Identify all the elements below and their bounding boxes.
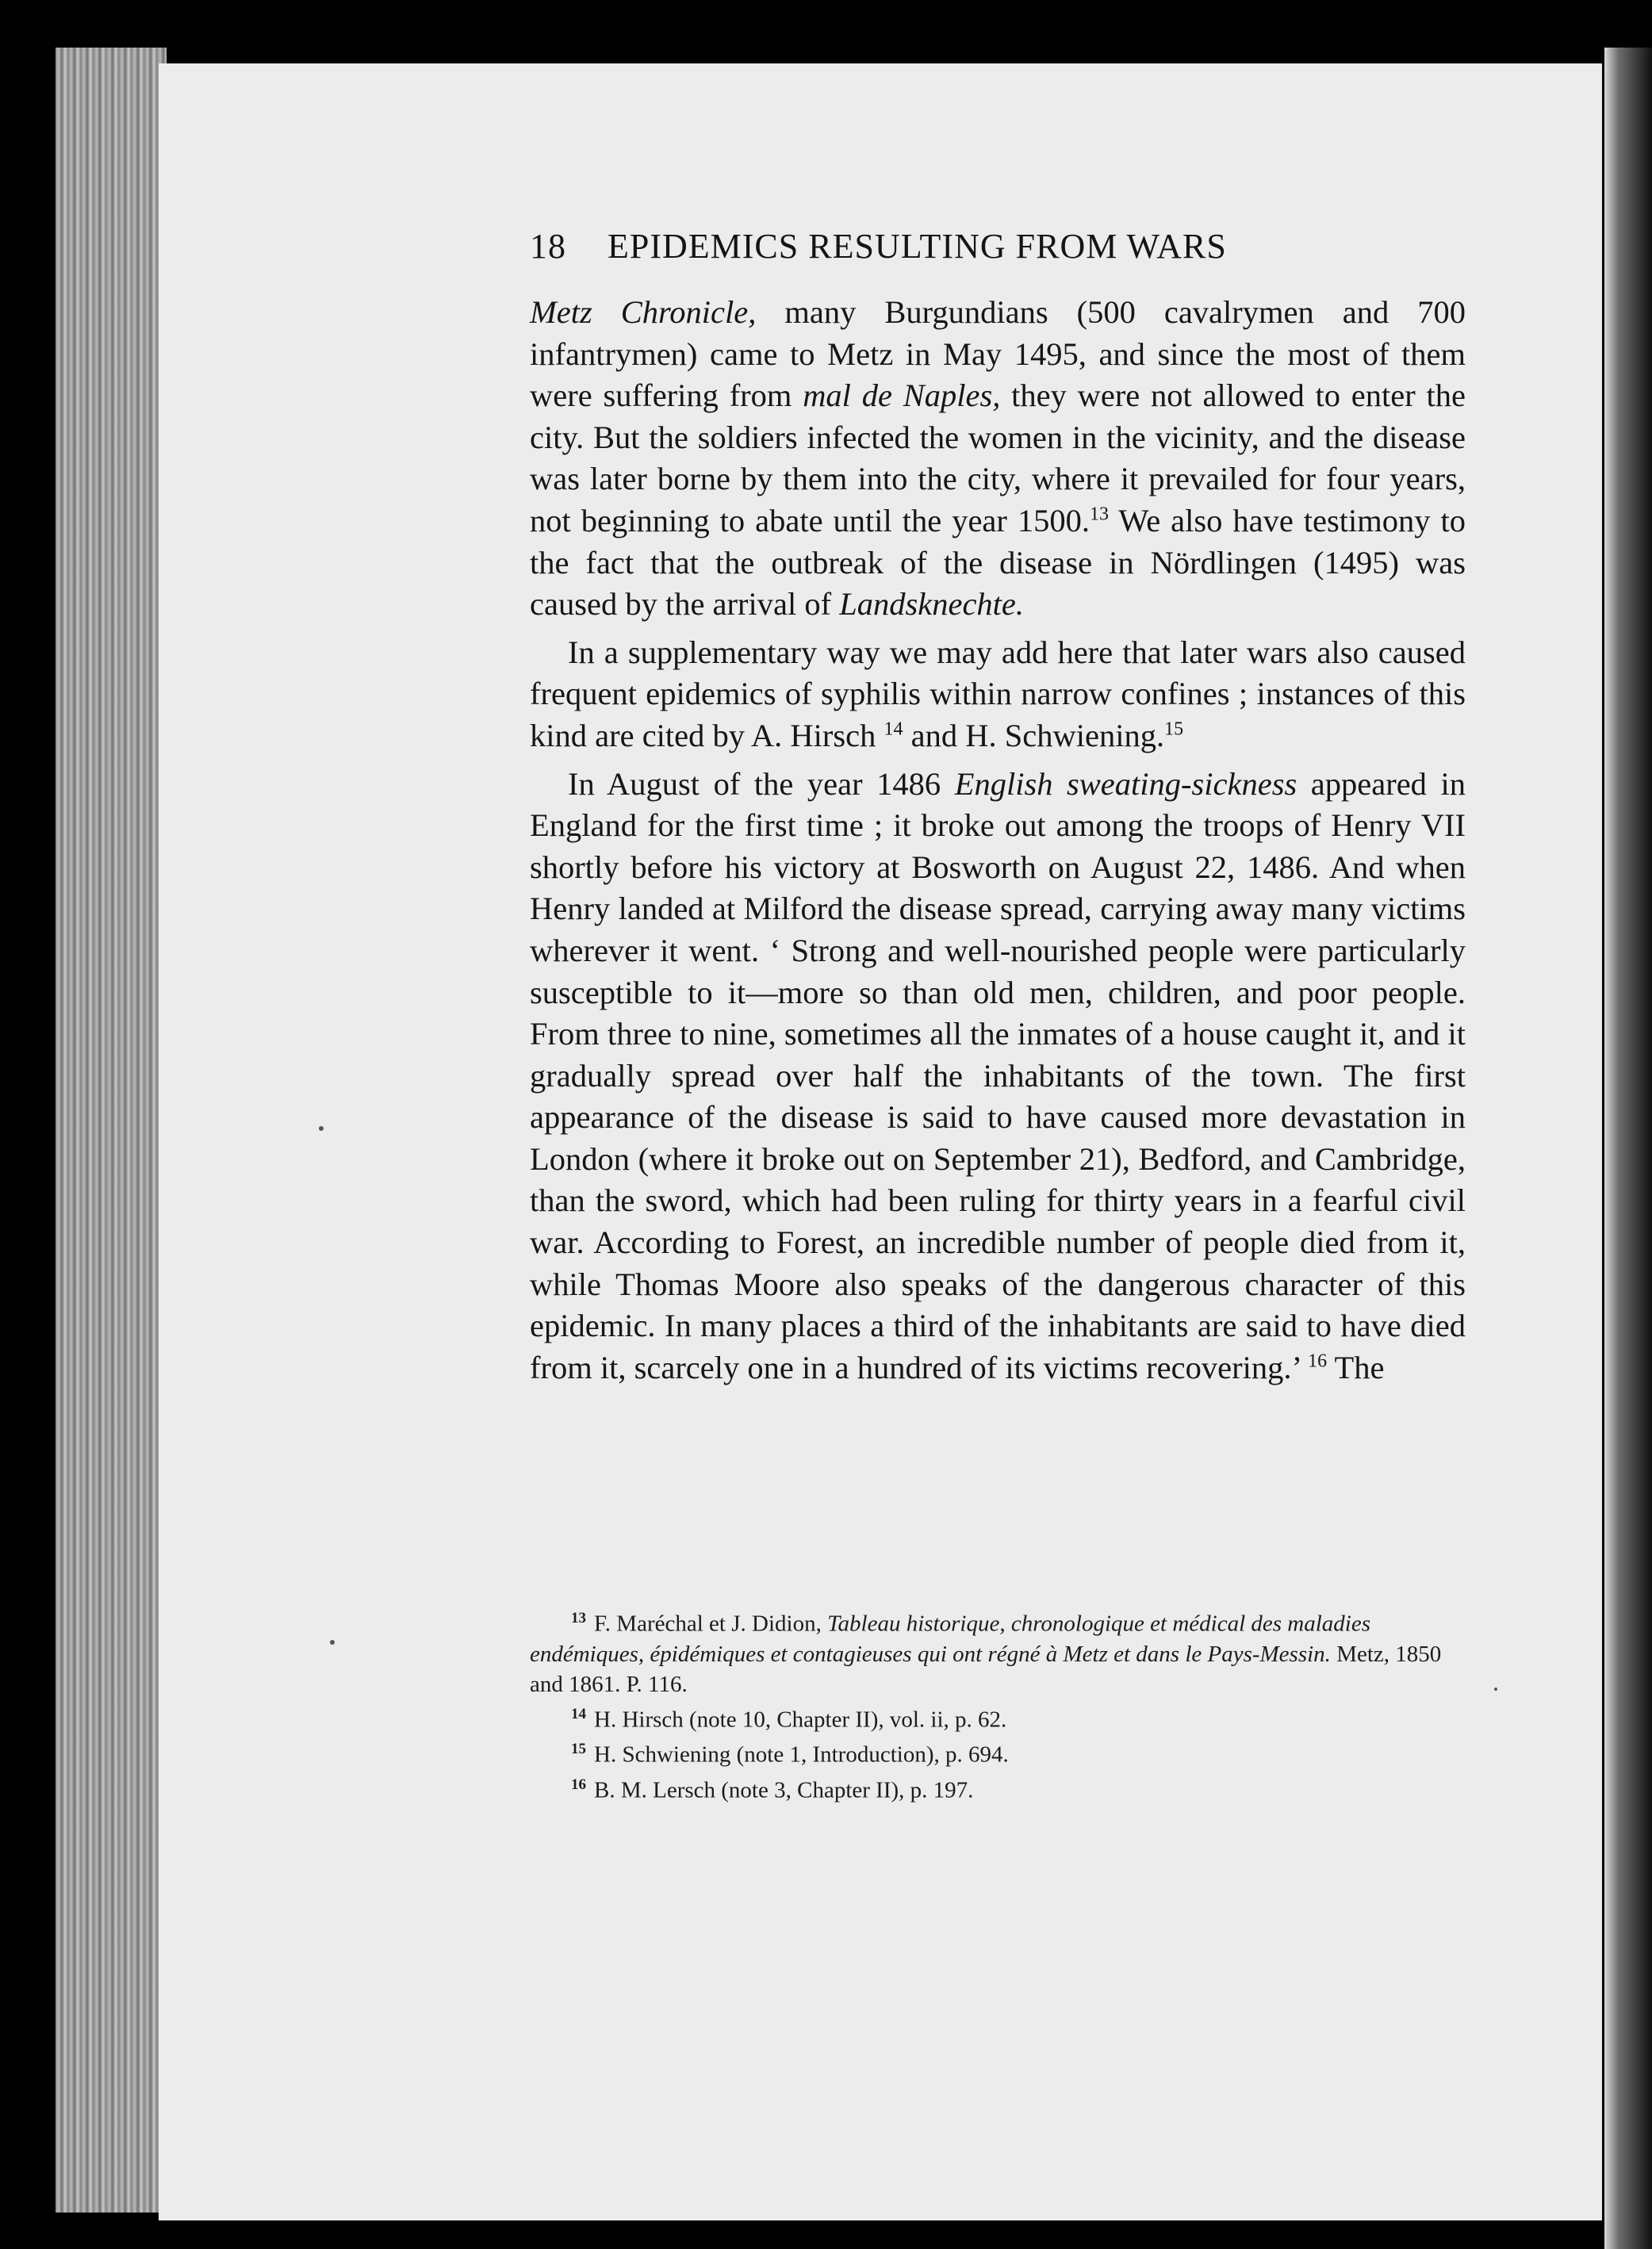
text-run: H. Hirsch (note 10, Chapter II), vol. ii, p. 62. [594, 1707, 1007, 1733]
paragraph [530, 292, 1466, 626]
footnote [530, 1770, 1466, 1806]
text-run: B. M. Lersch (note 3, Chapter II), p. 197. [594, 1777, 974, 1803]
italic-text: English sweating-sickness [954, 765, 1297, 802]
footnote-number: 16 [571, 1776, 586, 1793]
text-run: appeared in England for the first time ; it broke out among the troops of Henry VII shortly before his victory at Bosworth on August 22, 1486. And when Henry landed at Milford the disease spread, carrying away many victims wherever it went. ‘ Strong and well-nourished people were particularly susceptible to it—more so than old men, children, and poor people. From three to nine, sometimes all the inmates of a house caught it, and it gradually spread over half the inhabitants of the town. The first appearance of the disease is said to have caused more devastation in London (where it broke out on September 21), Bedford, and Cambridge, than the sword, which had been ruling for thirty years in a fearful civil war. According to Forest, an incredible number of people died from it, while Thomas Moore also speaks of the dangerous character of this epidemic. In many places a third of the inhabitants are said to have died from it, scarcely one in a hundred of its victims recovering.’ [530, 765, 1466, 1385]
text-run: many Burgundians (500 cavalrymen and 700 infantrymen) came to Metz in May 1495, and since the most of them were suffering from [530, 294, 1466, 414]
italic-text: Tableau historique, chronologique et médical des maladies endémiques, épidémiques et contagieuses qui ont régné à Metz et dans le Pays-Messin. [530, 1611, 1371, 1667]
book-binding-left [56, 48, 167, 2213]
text-run: and H. Schwiening. [903, 717, 1165, 753]
running-header [530, 226, 1497, 266]
footnote-number: 15 [571, 1741, 586, 1758]
speck [330, 1640, 335, 1645]
paragraph [530, 764, 1466, 1389]
footnote-number: 13 [571, 1610, 586, 1626]
italic-text: Metz Chronicle, [530, 294, 757, 330]
page-number: 18 [530, 227, 566, 266]
italic-text: mal de Naples, [803, 377, 1001, 414]
running-title: EPIDEMICS RESULTING FROM WARS [608, 227, 1227, 266]
footnote [530, 1699, 1466, 1735]
text-run: H. Schwiening (note 1, Introduction), p. 694. [594, 1741, 1009, 1768]
footnote-ref: 13 [1090, 504, 1109, 525]
paragraph [530, 632, 1466, 757]
footnotes [530, 1603, 1466, 1806]
speck [319, 1126, 324, 1131]
footnote-number: 14 [571, 1705, 586, 1722]
text-run: they were not allowed to enter the city. But the soldiers infected the women in the vicinity, and the disease was later borne by them into the city, where it prevailed for four years, not beginning to abate until the year 1500. [530, 377, 1466, 538]
speck [1494, 1688, 1497, 1691]
footnote [530, 1603, 1466, 1699]
body-text [530, 292, 1466, 1389]
text-run: We also have testimony to the fact that the outbreak of the disease in Nördlingen (1495) was caused by the arrival of [530, 502, 1466, 623]
text-run: In August of the year 1486 [568, 765, 955, 802]
footnote-ref: 16 [1308, 1351, 1328, 1372]
footnote-ref: 14 [883, 718, 903, 740]
footnote-ref: 15 [1164, 718, 1184, 740]
text-run: In a supplementary way we may add here that later wars also caused frequent epidemics of syphilis within narrow confines ; instances of this kind are cited by A. Hirsch [530, 634, 1466, 753]
italic-text: Landsknechte. [839, 586, 1025, 623]
text-run: F. Maréchal et J. Didion, [594, 1611, 828, 1637]
text-run: Metz, 1850 and 1861. P. 116. [530, 1641, 1442, 1697]
book-binding-right [1604, 48, 1652, 2249]
text-run: The [1327, 1349, 1385, 1385]
footnote [530, 1734, 1466, 1770]
